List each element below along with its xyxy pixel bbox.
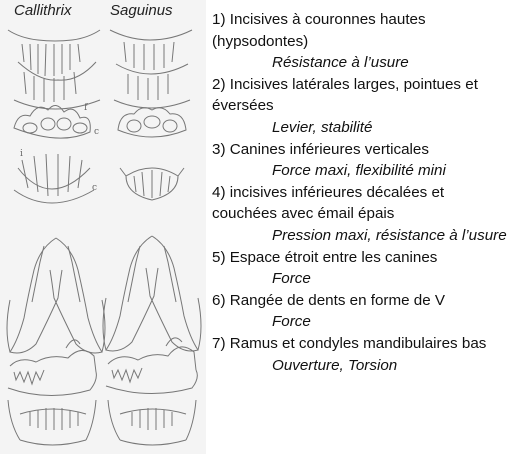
- dental-sketches: [0, 0, 206, 454]
- trait-item-1: [212, 9, 510, 74]
- lateral-jaw-callithrix: [8, 340, 96, 396]
- mandible-top-saguinus: [103, 236, 201, 351]
- lower-incisors-saguinus: [120, 168, 184, 200]
- trait-item-2: [212, 74, 510, 139]
- species-label-saguinus: Saguinus: [110, 2, 173, 19]
- mark-f: f: [84, 103, 88, 113]
- upper-incisors-callithrix: [14, 103, 99, 138]
- lower-jaw-front-saguinus: [108, 400, 196, 445]
- mandible-top-callithrix: [7, 238, 105, 353]
- trait-label: 5) Espace étroit entre les canines: [212, 248, 438, 266]
- trait-function: Force: [272, 313, 311, 331]
- trait-item-7: [212, 333, 510, 376]
- mark-c-upper: c: [94, 127, 100, 137]
- trait-item-5: [212, 247, 510, 290]
- trait-function: Pression maxi, résistance à l’usure: [272, 226, 507, 244]
- frontal-teeth-callithrix: [8, 30, 100, 109]
- dental-sketch-panel: [0, 0, 206, 454]
- trait-label: 2) Incisives latérales larges, pointues et éversées: [212, 75, 478, 115]
- trait-function: Force maxi, flexibilité mini: [272, 162, 446, 180]
- trait-label: 1) Incisives à couronnes hautes (hypsodontes): [212, 11, 426, 50]
- lower-jaw-front-callithrix: [8, 400, 96, 445]
- frontal-teeth-saguinus: [110, 30, 192, 108]
- trait-item-6: [212, 290, 510, 333]
- trait-list: [212, 9, 510, 376]
- trait-function: Résistance à l’usure: [272, 54, 409, 72]
- trait-label: 4) incisives inférieures décalées et couchées avec émail épais: [212, 183, 445, 223]
- trait-item-3: [212, 139, 510, 182]
- trait-function: Force: [272, 270, 311, 288]
- trait-label: 3) Canines inférieures verticales: [212, 140, 429, 158]
- trait-function: Levier, stabilité: [272, 118, 373, 136]
- mark-c-lower: c: [92, 183, 98, 193]
- lower-incisors-callithrix: [14, 149, 97, 203]
- trait-label: 7) Ramus et condyles mandibulaires bas: [212, 334, 487, 352]
- lateral-jaw-saguinus: [106, 338, 197, 394]
- trait-item-4: [212, 182, 510, 247]
- mark-i: i: [20, 149, 23, 159]
- upper-incisors-saguinus: [118, 108, 186, 137]
- trait-function: Ouverture, Torsion: [272, 356, 398, 374]
- trait-label: 6) Rangée de dents en forme de V: [212, 291, 446, 309]
- species-label-callithrix: Callithrix: [14, 2, 72, 19]
